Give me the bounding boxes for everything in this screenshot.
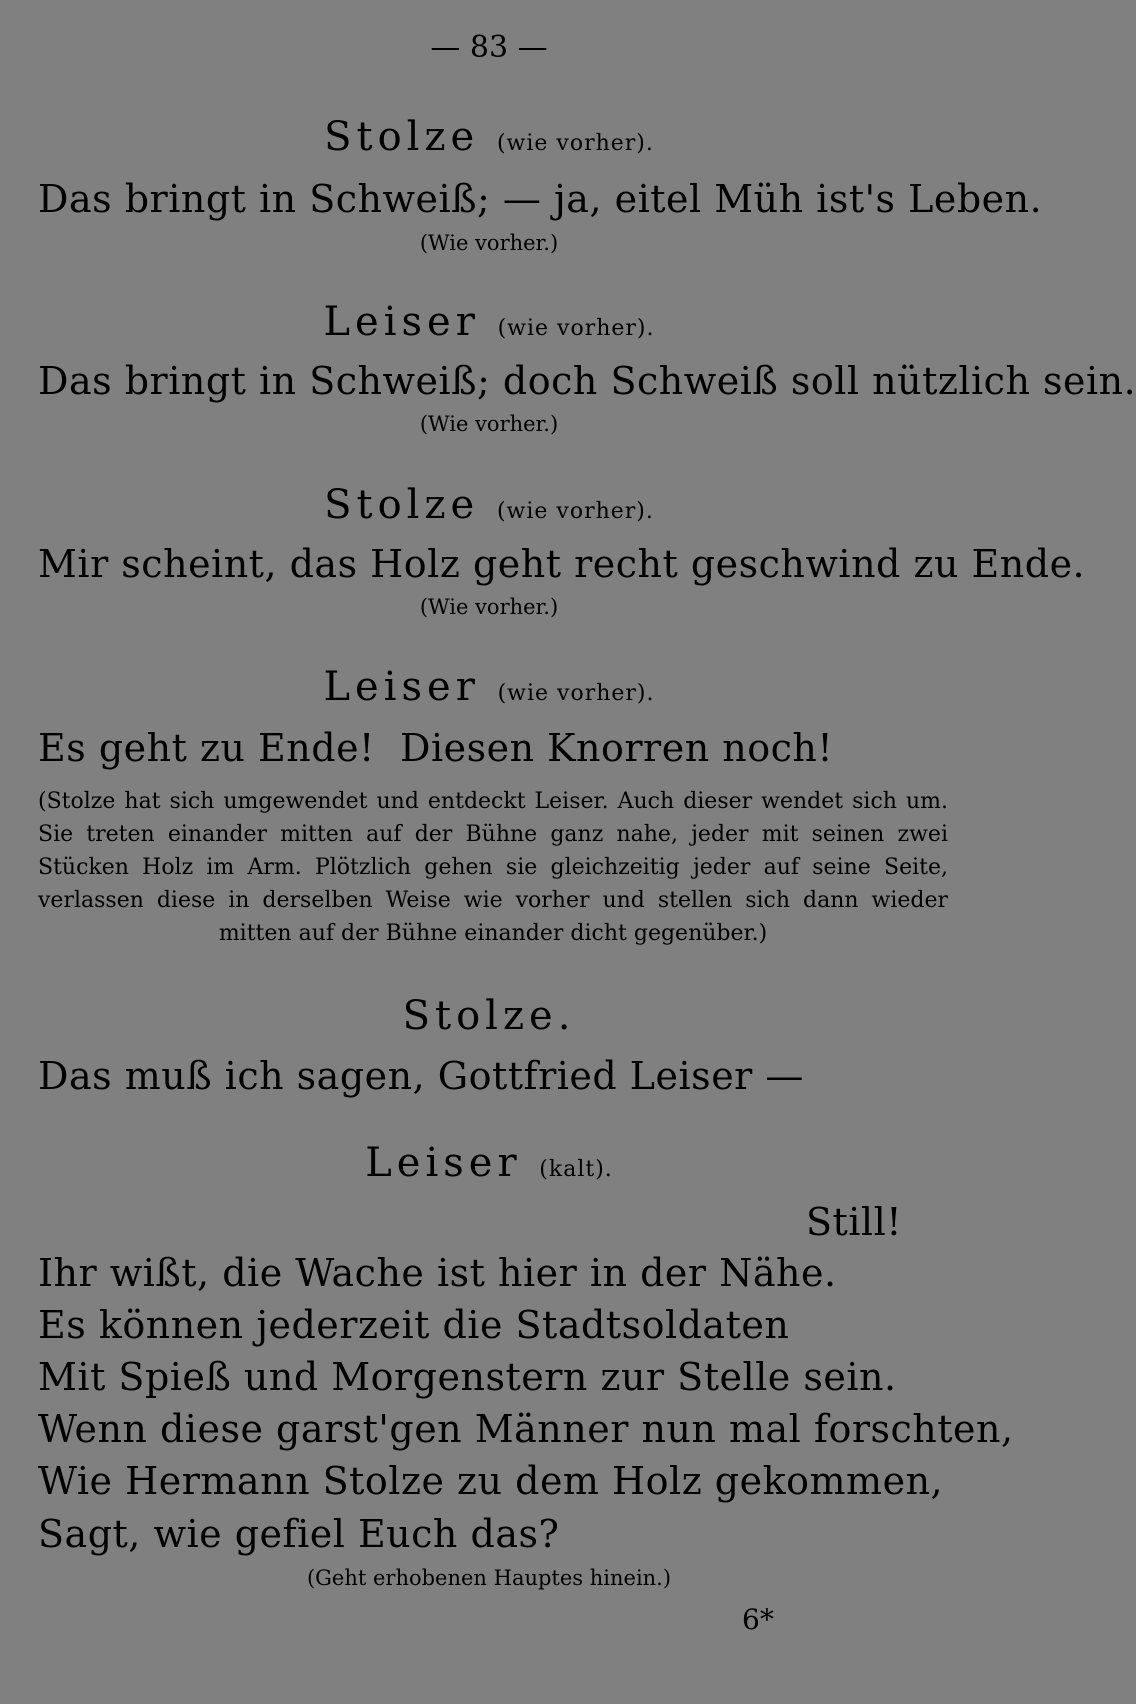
verse-line: Es können jederzeit die Stadtsoldaten bbox=[38, 1303, 790, 1347]
verse-line: Wie Hermann Stolze zu dem Holz gekommen, bbox=[38, 1459, 944, 1503]
verse-line: Sagt, wie gefiel Euch das? bbox=[38, 1512, 560, 1556]
verse-line: Mit Spieß und Morgenstern zur Stelle sein. bbox=[38, 1355, 897, 1399]
speaker-name: Leiser bbox=[323, 664, 480, 710]
speaker-direction: (wie vorher). bbox=[496, 131, 654, 156]
verse-line: Ihr wißt, die Wache ist hier in der Nähe. bbox=[38, 1251, 837, 1295]
verse-line: Wenn diese garst'gen Männer nun mal forschten, bbox=[38, 1407, 1014, 1451]
stage-direction-block: (Stolze hat sich umgewendet und entdeckt Leiser. Auch dieser wendet sich um. Sie treten einander mitten auf der Bühne ganz nahe, jeder mit seinen zwei Stücken Holz im Arm. Plötzlich gehen sie gleichzeitig jeder auf seine Seite, verlassen diese in derselben Weise wie vorher und stellen sich dann wieder mitten auf der Bühne einander dicht gegenüber.) bbox=[38, 789, 948, 946]
page-number: — 83 — bbox=[430, 30, 548, 65]
speaker-direction: (wie vorher). bbox=[496, 499, 654, 524]
speaker-heading bbox=[0, 482, 978, 528]
speaker-heading bbox=[0, 1140, 978, 1186]
speaker-name: Stolze bbox=[324, 482, 480, 528]
speaker-heading bbox=[0, 664, 978, 710]
verse-line: Das bringt in Schweiß; — ja, eitel Müh ist's Leben. bbox=[38, 177, 1043, 221]
speaker-heading bbox=[0, 114, 978, 160]
speaker-heading bbox=[0, 993, 978, 1039]
speaker-name: Stolze bbox=[324, 114, 480, 160]
speaker-name: Leiser bbox=[365, 1140, 522, 1186]
verse-line: Das bringt in Schweiß; doch Schweiß soll nützlich sein. bbox=[38, 359, 1136, 403]
speaker-name: Leiser bbox=[323, 299, 480, 345]
stage-direction: (Wie vorher.) bbox=[419, 595, 559, 619]
stage-direction: (Wie vorher.) bbox=[419, 231, 559, 255]
speaker-direction: (wie vorher). bbox=[497, 316, 655, 341]
verse-line-indented: Still! bbox=[805, 1200, 902, 1244]
stage-direction: (Geht erhobenen Hauptes hinein.) bbox=[306, 1566, 672, 1590]
verse-line: Es geht zu Ende! Diesen Knorren noch! bbox=[38, 726, 834, 770]
speaker-heading bbox=[0, 299, 978, 345]
verse-line: Mir scheint, das Holz geht recht geschwind zu Ende. bbox=[38, 542, 1086, 586]
verse-line: Das muß ich sagen, Gottfried Leiser — bbox=[38, 1054, 804, 1098]
stage-direction: (Wie vorher.) bbox=[419, 412, 559, 436]
speaker-direction: (kalt). bbox=[539, 1157, 613, 1182]
speaker-name: Stolze. bbox=[402, 993, 576, 1039]
signature-mark: 6* bbox=[742, 1603, 774, 1636]
speaker-direction: (wie vorher). bbox=[497, 681, 655, 706]
